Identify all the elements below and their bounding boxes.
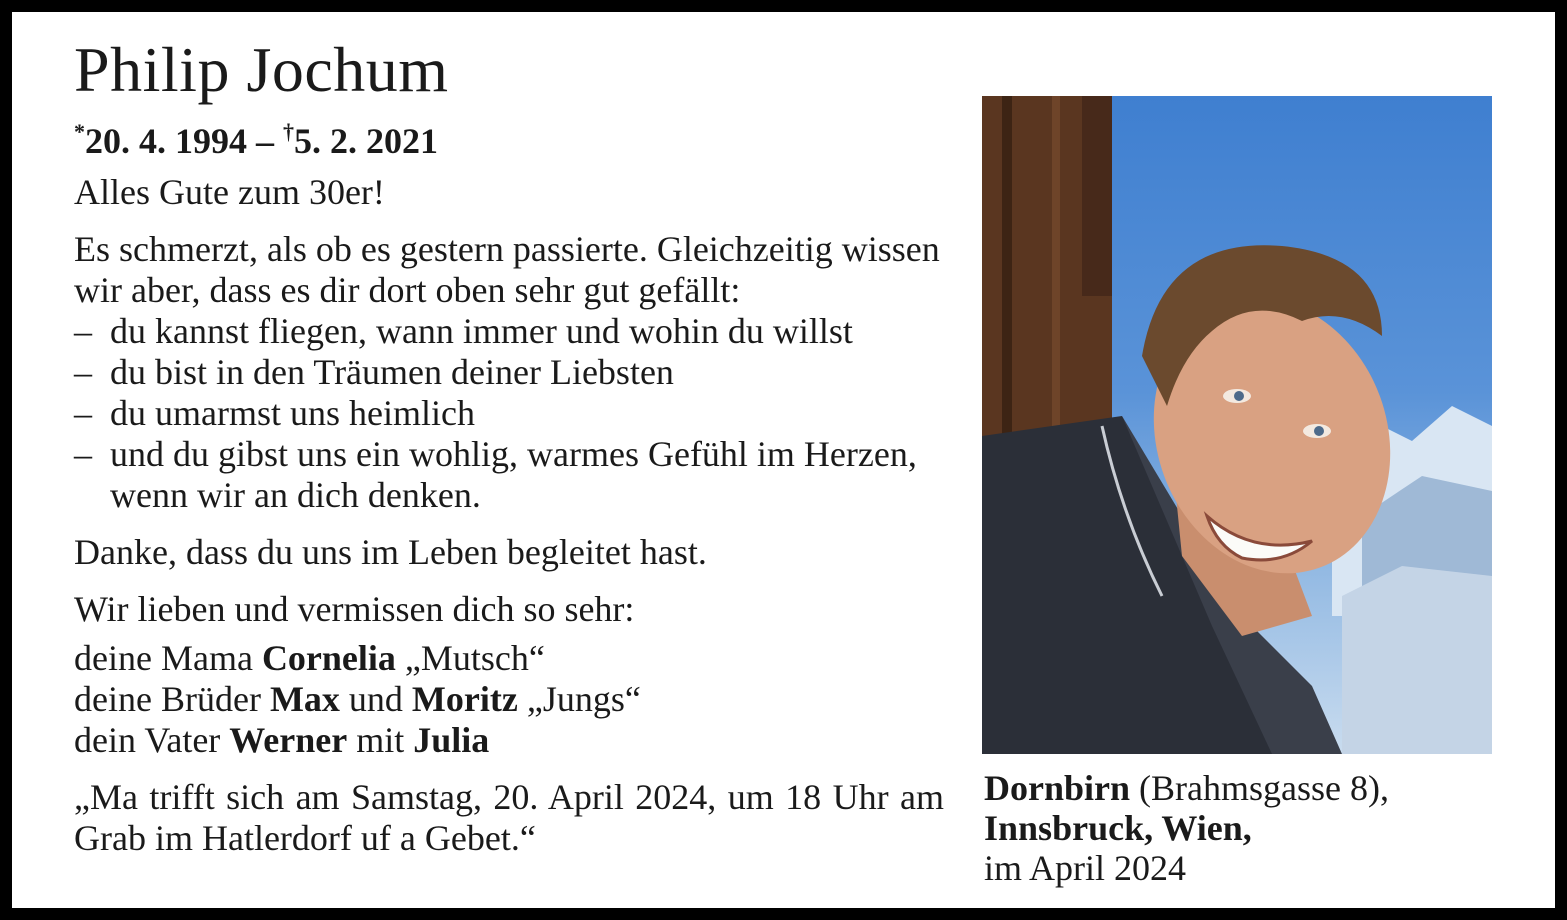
location-city: Dornbirn	[984, 768, 1131, 808]
thanks-line: Danke, dass du uns im Leben begleitet hast.	[74, 532, 707, 572]
list-item-text: du bist in den Träumen deiner Liebsten	[110, 352, 674, 392]
family-text: deine Brüder	[74, 679, 270, 719]
list-item-text: du umarmst uns heimlich	[110, 393, 475, 433]
portrait-illustration	[982, 96, 1492, 754]
death-date: 5. 2. 2021	[294, 121, 438, 161]
family-name: Moritz	[411, 679, 518, 719]
wood-grain	[1052, 96, 1060, 436]
wishes-list	[74, 311, 944, 516]
family-text: deine Mama	[74, 638, 262, 678]
love-line: Wir lieben und vermissen dich so sehr:	[74, 589, 635, 629]
family-text: dein Vater	[74, 720, 230, 760]
family-name: Julia	[413, 720, 490, 760]
list-dash: –	[74, 311, 92, 351]
date-separator: –	[247, 121, 283, 161]
list-item	[74, 393, 944, 434]
location-address: (Brahmsgasse 8),	[1130, 768, 1389, 808]
list-dash: –	[74, 434, 92, 474]
eye-iris	[1314, 426, 1324, 436]
greeting: Alles Gute zum 30er!	[74, 172, 385, 212]
family-line-brothers	[74, 679, 944, 720]
eye-iris	[1234, 391, 1244, 401]
list-item-text: und du gibst uns ein wohlig, warmes Gefühl im Herzen, wenn wir an dich denken.	[110, 434, 917, 515]
family-text: und	[339, 679, 412, 719]
wood-grain	[1082, 96, 1112, 296]
paragraph: Es schmerzt, als ob es gestern passierte. Gleichzeitig wissen wir aber, dass es dir dort oben sehr gut gefällt:	[74, 229, 940, 310]
family-name: Max	[269, 679, 340, 719]
family-name: Werner	[229, 720, 348, 760]
list-item	[74, 352, 944, 393]
family-name: Cornelia	[261, 638, 396, 678]
location-block	[984, 768, 1544, 888]
deceased-name: Philip Jochum	[74, 34, 449, 105]
location-line-1	[984, 768, 1544, 808]
list-item	[74, 434, 944, 516]
mountain-shape	[1342, 566, 1492, 754]
family-text: „Jungs“	[517, 679, 641, 719]
family-line-father	[74, 720, 944, 761]
list-dash: –	[74, 393, 92, 433]
portrait-photo	[982, 96, 1492, 754]
birth-date: 20. 4. 1994	[85, 121, 247, 161]
family-text: „Mutsch“	[395, 638, 545, 678]
list-item	[74, 311, 944, 352]
life-dates	[74, 112, 438, 161]
obituary-card	[12, 12, 1555, 908]
birth-mark: *	[74, 119, 85, 144]
family-line-mother	[74, 638, 944, 679]
wood-grain	[1002, 96, 1012, 436]
location-date: im April 2024	[984, 848, 1187, 888]
invitation: „Ma trifft sich am Samstag, 20. April 2024, um 18 Uhr am Grab im Hatlerdorf uf a Gebet.“	[74, 777, 944, 858]
location-line-2	[984, 808, 1544, 848]
list-item-text: du kannst fliegen, wann immer und wohin du willst	[110, 311, 853, 351]
list-dash: –	[74, 352, 92, 392]
obituary-text	[74, 172, 944, 859]
family-text: mit	[347, 720, 414, 760]
death-mark: †	[283, 119, 294, 144]
location-cities: Innsbruck, Wien,	[984, 808, 1252, 848]
